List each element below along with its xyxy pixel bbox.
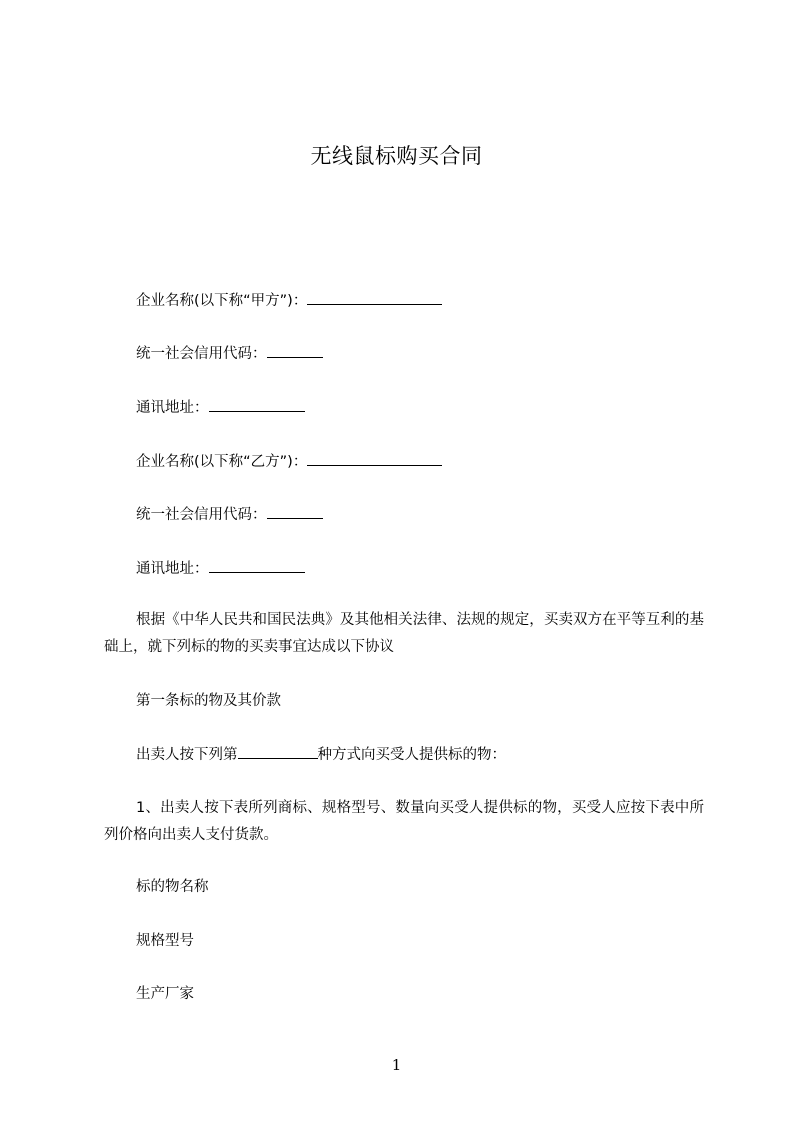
preamble-paragraph: 根据《中华人民共和国民法典》及其他相关法律、法规的规定，买卖双方在平等互利的基础上，就下列标的物的买卖事宜达成以下协议	[104, 612, 704, 655]
party-b-code-label: 统一社会信用代码：	[136, 507, 267, 523]
party-a-name-label: 企业名称(以下称“甲方”)：	[136, 293, 308, 309]
party-b-address-label: 通讯地址：	[136, 561, 209, 577]
party-b-name-blank	[307, 451, 442, 466]
spec-model-label: 规格型号	[136, 933, 194, 949]
party-a-address-line	[136, 397, 305, 419]
article-1-heading: 第一条标的物及其价款	[136, 693, 281, 709]
party-b-name-line	[136, 451, 442, 473]
party-b-code-blank	[267, 504, 323, 519]
supply-method-line	[136, 744, 506, 766]
party-b-name-label: 企业名称(以下称“乙方”)：	[136, 454, 308, 470]
party-b-code-line	[136, 504, 323, 526]
party-a-name-blank	[307, 290, 442, 305]
document-title: 无线鼠标购买合同	[310, 144, 483, 168]
party-b-address-line	[136, 558, 305, 580]
clause-1-paragraph: 1、出卖人按下表所列商标、规格型号、数量向买受人提供标的物，买受人应按下表中所列价格向出卖人支付货款。	[104, 800, 704, 843]
party-a-code-blank	[267, 343, 323, 358]
party-a-address-blank	[209, 397, 305, 412]
party-a-code-label: 统一社会信用代码：	[136, 346, 267, 362]
page-number: 1	[391, 1056, 402, 1074]
party-a-address-label: 通讯地址：	[136, 400, 209, 416]
supply-method-blank	[238, 744, 318, 759]
manufacturer-label: 生产厂家	[136, 986, 194, 1002]
party-b-address-blank	[209, 558, 305, 573]
party-a-name-line	[136, 290, 442, 312]
supply-method-suffix: 种方式向买受人提供标的物：	[317, 747, 506, 763]
party-a-code-line	[136, 343, 323, 365]
item-name-label: 标的物名称	[136, 879, 209, 895]
supply-method-prefix: 出卖人按下列第	[136, 747, 238, 763]
